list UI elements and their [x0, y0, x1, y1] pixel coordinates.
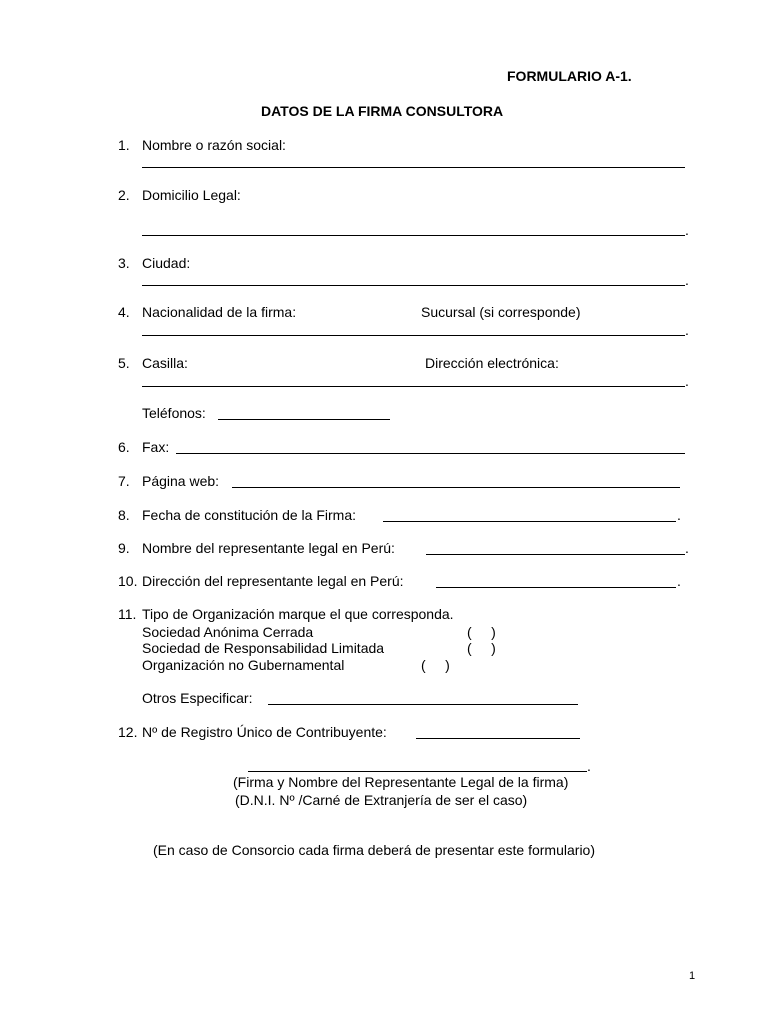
item-number: 11.	[118, 606, 137, 622]
org-type-label: Tipo de Organización marque el que corresponda.	[142, 606, 454, 622]
city-field[interactable]	[142, 285, 685, 286]
legal-rep-name-field[interactable]	[426, 554, 685, 555]
company-name-field[interactable]	[142, 167, 685, 168]
item-number: 9.	[118, 540, 130, 556]
item-number: 2.	[118, 187, 130, 203]
consortium-note: (En caso de Consorcio cada firma deberá de presentar este formulario)	[153, 842, 595, 858]
org-checkbox-ngo[interactable]: ( )	[421, 657, 450, 673]
org-checkbox-sac[interactable]: ( )	[467, 624, 496, 640]
nationality-branch-field[interactable]	[142, 335, 685, 336]
mailbox-email-field[interactable]	[142, 386, 685, 387]
email-label: Dirección electrónica:	[425, 355, 559, 371]
other-specify-label: Otros Especificar:	[142, 690, 253, 706]
org-checkbox-srl[interactable]: ( )	[467, 640, 496, 656]
incorporation-date-label: Fecha de constitución de la Firma:	[142, 507, 356, 523]
org-option-sac: Sociedad Anónima Cerrada	[142, 624, 314, 640]
mailbox-label: Casilla:	[142, 355, 188, 371]
fax-label: Fax:	[142, 439, 170, 455]
line-end-period: .	[677, 573, 681, 589]
line-end-period: .	[685, 222, 689, 238]
company-name-label: Nombre o razón social:	[142, 137, 286, 153]
line-end-period: .	[677, 507, 681, 523]
item-number: 7.	[118, 473, 130, 489]
item-number: 8.	[118, 507, 130, 523]
item-number: 4.	[118, 304, 130, 320]
website-field[interactable]	[232, 487, 680, 488]
item-number: 6.	[118, 439, 130, 455]
item-number: 1.	[118, 137, 130, 153]
line-end-period: .	[587, 758, 591, 774]
org-option-ngo: Organización no Gubernamental	[142, 657, 345, 673]
signature-caption: (Firma y Nombre del Representante Legal de la firma)	[233, 774, 569, 790]
fax-field[interactable]	[176, 453, 685, 454]
item-number: 5.	[118, 355, 130, 371]
line-end-period: .	[685, 272, 689, 288]
item-number: 12.	[118, 724, 138, 740]
other-specify-field[interactable]	[268, 704, 578, 705]
legal-rep-name-label: Nombre del representante legal en Perú:	[142, 540, 395, 556]
item-number: 10.	[118, 573, 138, 589]
legal-rep-address-field[interactable]	[436, 587, 676, 588]
incorporation-date-field[interactable]	[383, 521, 676, 522]
item-number: 3.	[118, 255, 130, 271]
branch-label: Sucursal (si corresponde)	[421, 304, 581, 320]
form-title: DATOS DE LA FIRMA CONSULTORA	[261, 103, 504, 119]
ruc-label: Nº de Registro Único de Contribuyente:	[142, 724, 387, 740]
signature-line[interactable]	[248, 771, 587, 772]
legal-address-label: Domicilio Legal:	[142, 187, 241, 203]
id-caption: (D.N.I. Nº /Carné de Extranjería de ser el caso)	[235, 792, 528, 808]
ruc-field[interactable]	[416, 738, 580, 739]
city-label: Ciudad:	[142, 255, 191, 271]
line-end-period: .	[685, 540, 689, 556]
org-option-srl: Sociedad de Responsabilidad Limitada	[142, 640, 385, 656]
line-end-period: .	[685, 373, 689, 389]
line-end-period: .	[685, 322, 689, 338]
phones-field[interactable]	[218, 419, 390, 420]
nationality-label: Nacionalidad de la firma:	[142, 304, 297, 320]
page-number: 1	[689, 970, 696, 982]
legal-rep-address-label: Dirección del representante legal en Perú:	[142, 573, 404, 589]
website-label: Página web:	[142, 473, 220, 489]
phones-label: Teléfonos:	[142, 405, 206, 421]
legal-address-field[interactable]	[142, 235, 685, 236]
form-id: FORMULARIO A-1.	[507, 68, 632, 84]
